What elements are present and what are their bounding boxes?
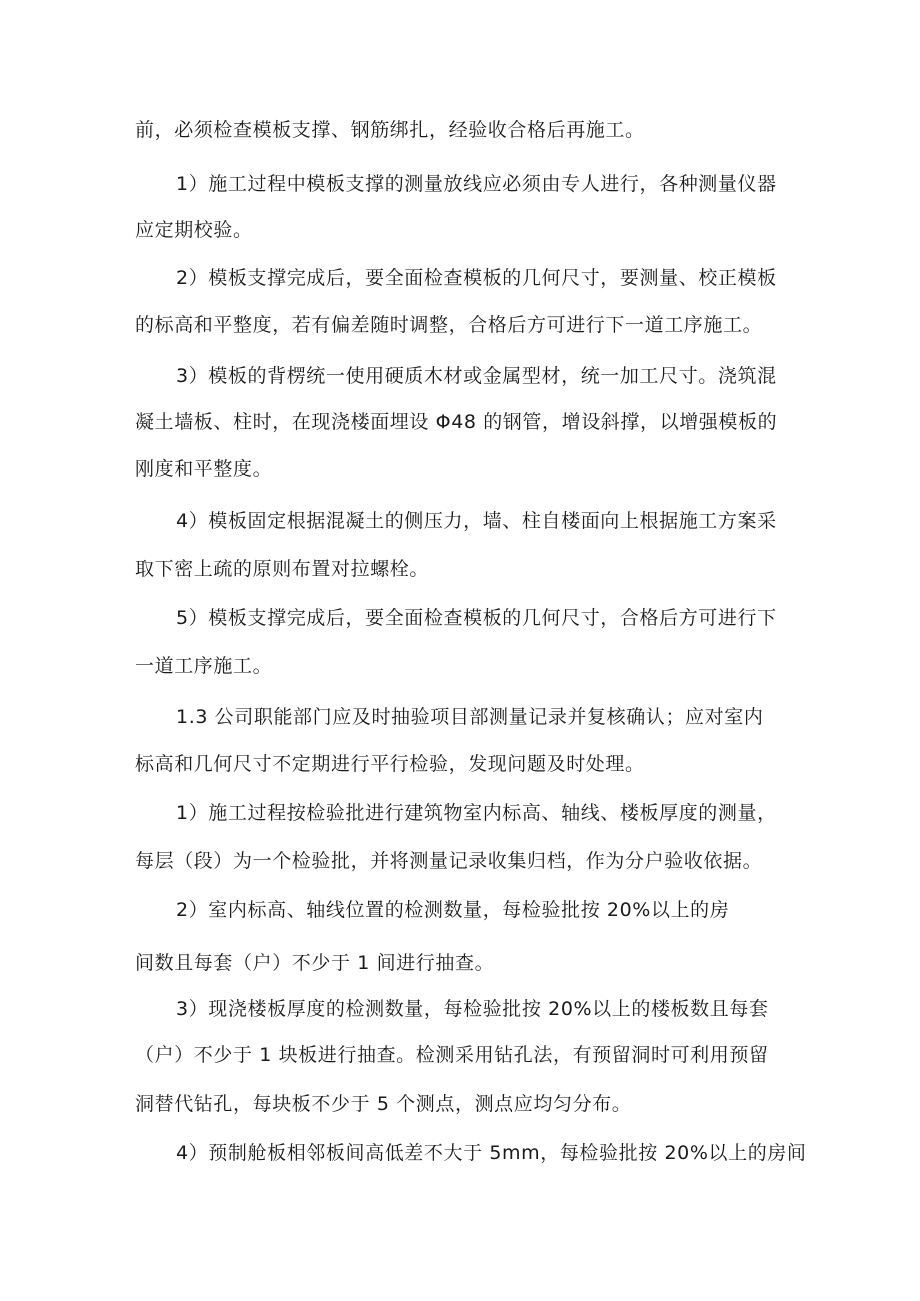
text-line-5: 的标高和平整度，若有偏差随时调整，合格后方可进行下一道工序施工。 bbox=[135, 314, 763, 336]
text-line-12: 一道工序施工。 bbox=[135, 655, 273, 677]
text-line-9: 4）模板固定根据混凝土的侧压力，墙、柱自楼面向上根据施工方案采 bbox=[176, 510, 777, 532]
text-line-20: （户）不少于 1 块板进行抽查。检测采用钻孔法，有预留洞时可利用预留 bbox=[135, 1044, 769, 1066]
text-line-18: 间数且每套（户）不少于 1 间进行抽查。 bbox=[135, 952, 495, 974]
text-line-14: 标高和几何尺寸不定期进行平行检验，发现问题及时处理。 bbox=[135, 753, 645, 775]
text-line-17: 2）室内标高、轴线位置的检测数量，每检验批按 20%以上的房 bbox=[176, 899, 730, 921]
text-line-2: 1）施工过程中模板支撑的测量放线应必须由专人进行，各种测量仪器 bbox=[176, 173, 777, 195]
text-line-13: 1.3 公司职能部门应及时抽验项目部测量记录并复核确认；应对室内 bbox=[176, 706, 764, 728]
text-line-8: 刚度和平整度。 bbox=[135, 458, 273, 480]
text-line-21: 洞替代钻孔，每块板不少于 5 个测点，测点应均匀分布。 bbox=[135, 1093, 632, 1115]
text-line-19: 3）现浇楼板厚度的检测数量，每检验批按 20%以上的楼板数且每套 bbox=[176, 998, 769, 1020]
text-line-10: 取下密上疏的原则布置对拉螺栓。 bbox=[135, 558, 430, 580]
text-line-6: 3）模板的背楞统一使用硬质木材或金属型材，统一加工尺寸。浇筑混 bbox=[176, 365, 777, 387]
text-line-22: 4）预制舱板相邻板间高低差不大于 5mm，每检验批按 20%以上的房间 bbox=[176, 1142, 807, 1164]
text-line-7: 凝土墙板、柱时，在现浇楼面埋设 Φ48 的钢管，增设斜撑，以增强模板的 bbox=[135, 411, 778, 433]
text-line-1: 前，必须检查模板支撑、钢筋绑扎，经验收合格后再施工。 bbox=[135, 119, 645, 141]
text-line-15: 1）施工过程按检验批进行建筑物室内标高、轴线、楼板厚度的测量， bbox=[176, 802, 777, 824]
text-line-16: 每层（段）为一个检验批，并将测量记录收集归档，作为分户验收依据。 bbox=[135, 850, 763, 872]
text-line-4: 2）模板支撑完成后，要全面检查模板的几何尺寸，要测量、校正模板 bbox=[176, 267, 777, 289]
text-line-11: 5）模板支撑完成后，要全面检查模板的几何尺寸，合格后方可进行下 bbox=[176, 607, 777, 629]
text-line-3: 应定期校验。 bbox=[135, 219, 253, 241]
